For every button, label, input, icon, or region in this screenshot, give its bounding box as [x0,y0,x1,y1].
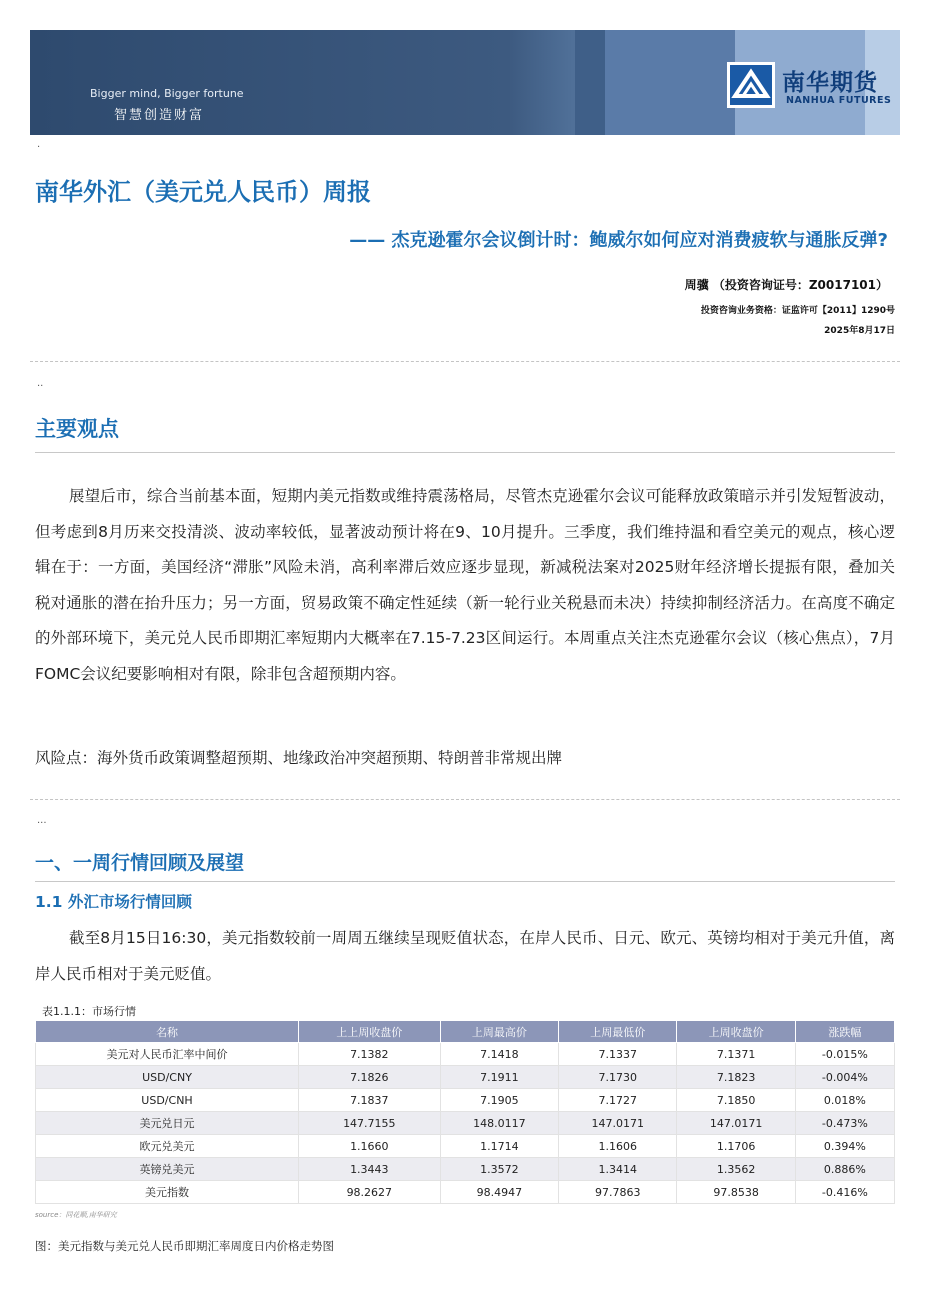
table-row [36,1181,895,1204]
column-header: 上上周收盘价 [299,1021,441,1043]
table-cell: 7.1823 [677,1066,795,1089]
table-cell: 7.1730 [559,1066,677,1089]
table-cell: 美元对人民币汇率中间价 [36,1043,299,1066]
divider [30,799,900,800]
divider [30,361,900,362]
report-subtitle: —— 杰克逊霍尔会议倒计时：鲍威尔如何应对消费疲软与通胀反弹? [349,230,888,251]
table-cell: USD/CNY [36,1066,299,1089]
section-heading: 一、一周行情回顾及展望 [35,852,245,874]
author-line: 周骥 （投资咨询证号：Z0017101） [684,278,888,292]
slogan-chinese: 智慧创造财富 [114,108,205,123]
column-header: 上周最高价 [440,1021,558,1043]
table-cell: 1.1706 [677,1135,795,1158]
table-cell: 98.4947 [440,1181,558,1204]
column-header: 上周最低价 [559,1021,677,1043]
risk-points: 风险点：海外货币政策调整超预期、地缘政治冲突超预期、特朗普非常规出牌 [35,749,563,767]
figure-caption: 图：美元指数与美元兑人民币即期汇率周度日内价格走势图 [35,1239,334,1253]
table-cell: 美元兑日元 [36,1112,299,1135]
nanhua-logo-icon [727,62,775,108]
logo-name-chinese: 南华期货 [782,70,878,96]
table-cell: -0.004% [795,1066,894,1089]
table-cell: 1.1714 [440,1135,558,1158]
page-marker: ... [37,815,47,826]
subsection-heading: 1.1 外汇市场行情回顾 [35,893,192,911]
heading-rule [35,452,895,453]
table-row [36,1043,895,1066]
table-cell: 97.7863 [559,1181,677,1204]
table-row [36,1135,895,1158]
table-cell: 英镑兑美元 [36,1158,299,1181]
table-cell: 7.1382 [299,1043,441,1066]
logo-name-english: NANHUA FUTURES [786,95,892,106]
column-header: 上周收盘价 [677,1021,795,1043]
table-cell: -0.416% [795,1181,894,1204]
main-points-heading: 主要观点 [35,417,119,441]
table-cell: 7.1911 [440,1066,558,1089]
column-header: 涨跌幅 [795,1021,894,1043]
table-row [36,1112,895,1135]
table-cell: 欧元兑美元 [36,1135,299,1158]
table-cell: 0.394% [795,1135,894,1158]
column-header: 名称 [36,1021,299,1043]
table-cell: 0.886% [795,1158,894,1181]
table-cell: 7.1826 [299,1066,441,1089]
table-cell: -0.015% [795,1043,894,1066]
table-cell: 7.1850 [677,1089,795,1112]
banner-stripe [575,30,605,135]
banner-stripe [605,30,735,135]
table-cell: 7.1337 [559,1043,677,1066]
main-points-paragraph: 展望后市，综合当前基本面，短期内美元指数或维持震荡格局，尽管杰克逊霍尔会议可能释放政策暗示并引发短暂波动，但考虑到8月历来交投清淡、波动率较低，显著波动预计将在9、10月提升。三季度，我们维持温和看空美元的观点，核心逻辑在于：一方面，美国经济“滞胀”风险未消，高利率滞后效应逐步显现，新减税法案对2025财年经济增长提振有限，叠加关税对通胀的潜在抬升压力；另一方面，贸易政策不确定性延续（新一轮行业关税悬而未决）持续抑制经济活力。在高度不确定的外部环境下，美元兑人民币即期汇率短期内大概率在7.15-7.23区间运行。本周重点关注杰克逊霍尔会议（核心焦点），7月FOMC会议纪要影响相对有限，除非包含超预期内容。 [35,487,895,683]
table-cell: 7.1905 [440,1089,558,1112]
table-caption: 表1.1.1：市场行情 [42,1005,136,1018]
table-cell: 0.018% [795,1089,894,1112]
section-paragraph: 截至8月15日16:30，美元指数较前一周周五继续呈现贬值状态，在岸人民币、日元、欧元、英镑均相对于美元升值，离岸人民币相对于美元贬值。 [35,929,895,983]
table-cell: 7.1727 [559,1089,677,1112]
table-row [36,1089,895,1112]
page-marker: .. [37,378,44,389]
report-title: 南华外汇（美元兑人民币）周报 [35,178,371,206]
slogan-english: Bigger mind, Bigger fortune [90,87,244,100]
table-cell: 7.1418 [440,1043,558,1066]
qualification-line: 投资咨询业务资格：证监许可【2011】1290号 [700,306,895,316]
table-cell: 147.0171 [677,1112,795,1135]
heading-rule [35,881,895,882]
table-cell: 1.3562 [677,1158,795,1181]
table-cell: 147.7155 [299,1112,441,1135]
table-cell: USD/CNH [36,1089,299,1112]
table-cell: 1.3443 [299,1158,441,1181]
table-cell: 147.0171 [559,1112,677,1135]
table-cell: 1.1606 [559,1135,677,1158]
table-cell: 7.1371 [677,1043,795,1066]
table-cell: 1.3414 [559,1158,677,1181]
report-date: 2025年8月17日 [824,326,895,336]
table-source-note: source：同花顺,南华研究 [35,1211,117,1219]
header-banner [30,30,900,135]
table-cell: 1.3572 [440,1158,558,1181]
table-cell: 1.1660 [299,1135,441,1158]
table-cell: 98.2627 [299,1181,441,1204]
table-row [36,1066,895,1089]
table-cell: 7.1837 [299,1089,441,1112]
table-row [36,1158,895,1181]
page-marker: . [37,139,41,150]
table-cell: 97.8538 [677,1181,795,1204]
table-cell: 148.0117 [440,1112,558,1135]
table-cell: -0.473% [795,1112,894,1135]
market-table [35,1020,895,1204]
table-cell: 美元指数 [36,1181,299,1204]
table-header-row [36,1021,895,1043]
